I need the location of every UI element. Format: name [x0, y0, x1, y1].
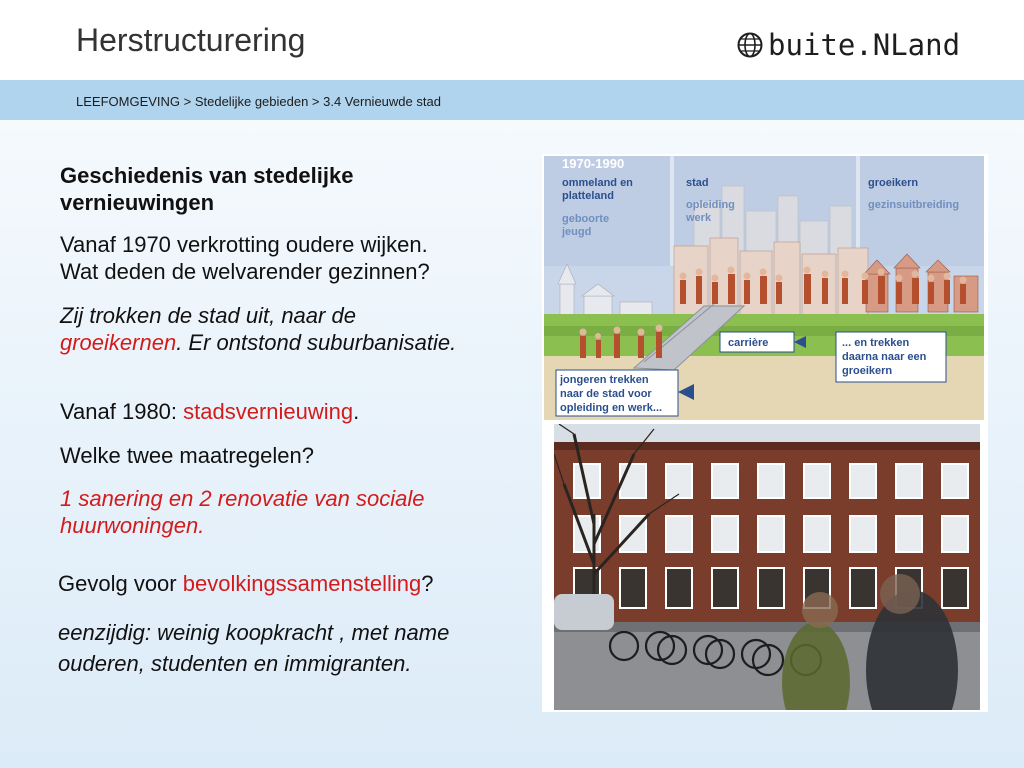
paragraph-suburbanisatie-line-1: Zij trokken de stad uit, naar de — [60, 303, 356, 328]
col1-sub-line-1: geboorte — [562, 213, 610, 225]
heading-line-2: vernieuwingen — [60, 190, 215, 215]
street-photo — [554, 424, 980, 710]
paragraph-1970-line-1: Vanaf 1970 verkrotting oudere wijken. — [60, 232, 428, 257]
paragraph-suburbanisatie — [60, 302, 456, 356]
section-heading — [60, 162, 353, 216]
question-maatregelen: Welke twee maatregelen? — [60, 443, 314, 468]
right-box-line-3: groeikern — [842, 365, 893, 377]
col1-sub-line-2: jeugd — [562, 226, 592, 238]
paragraph-1980-lead: Vanaf 1980: — [60, 399, 184, 424]
migration-illustration — [544, 156, 984, 420]
col2-title: stad — [686, 177, 709, 189]
carriere-label: carrière — [728, 337, 769, 349]
term-stadsvernieuwing: stadsvernieuwing — [183, 399, 354, 424]
col2-sub-line-2: werk — [686, 212, 712, 224]
paragraph-1980-tail: . — [353, 399, 360, 424]
term-bevolkingssamenstelling: bevolkingssamenstelling — [182, 571, 422, 596]
col1-title-line-1: ommeland en — [562, 177, 633, 189]
col3-title: groeikern — [868, 177, 919, 189]
question-gevolg-tail: ? — [421, 571, 434, 596]
period-label: 1970-1990 — [562, 156, 625, 171]
question-gevolg — [58, 570, 433, 597]
answer-gevolg-line-2: ouderen, studenten en immigranten. — [58, 651, 412, 676]
paragraph-1980 — [60, 398, 359, 425]
answer-maatregelen — [60, 485, 424, 539]
col2-sub-line-1: opleiding — [686, 199, 735, 211]
right-box-line-1: ... en trekken — [842, 337, 910, 349]
question-gevolg-lead: Gevolg voor — [58, 571, 183, 596]
answer-gevolg — [58, 617, 449, 679]
term-groeikernen: groeikernen — [60, 330, 177, 355]
left-box-line-2: naar de stad voor — [560, 388, 652, 400]
answer-maatregelen-line-2: huurwoningen. — [60, 513, 205, 538]
left-box-line-3: opleiding en werk... — [560, 402, 663, 414]
paragraph-suburbanisatie-line-2 — [60, 329, 456, 356]
col3-sub: gezinsuitbreiding — [868, 199, 960, 211]
page-title: Herstructurering — [76, 22, 306, 58]
globe-icon — [736, 31, 764, 59]
paragraph-suburbanisatie-tail: . Er ontstond suburbanisatie. — [176, 330, 457, 355]
left-box-line-1: jongeren trekken — [560, 374, 649, 386]
breadcrumb: LEEFOMGEVING > Stedelijke gebieden > 3.4 Vernieuwde stad — [76, 94, 441, 109]
answer-maatregelen-line-1: 1 sanering en 2 renovatie van sociale — [60, 486, 425, 511]
paragraph-1970 — [60, 231, 430, 285]
right-box-line-2: daarna naar een — [842, 351, 927, 363]
col1-title-line-2: platteland — [562, 190, 614, 202]
paragraph-1970-line-2: Wat deden de welvarender gezinnen? — [60, 259, 430, 284]
brand-logo[interactable] — [736, 28, 960, 62]
heading-line-1: Geschiedenis van stedelijke — [60, 163, 354, 188]
logo-text: buite.NLand — [768, 28, 961, 62]
answer-gevolg-line-1: eenzijdig: weinig koopkracht , met name — [58, 620, 450, 645]
